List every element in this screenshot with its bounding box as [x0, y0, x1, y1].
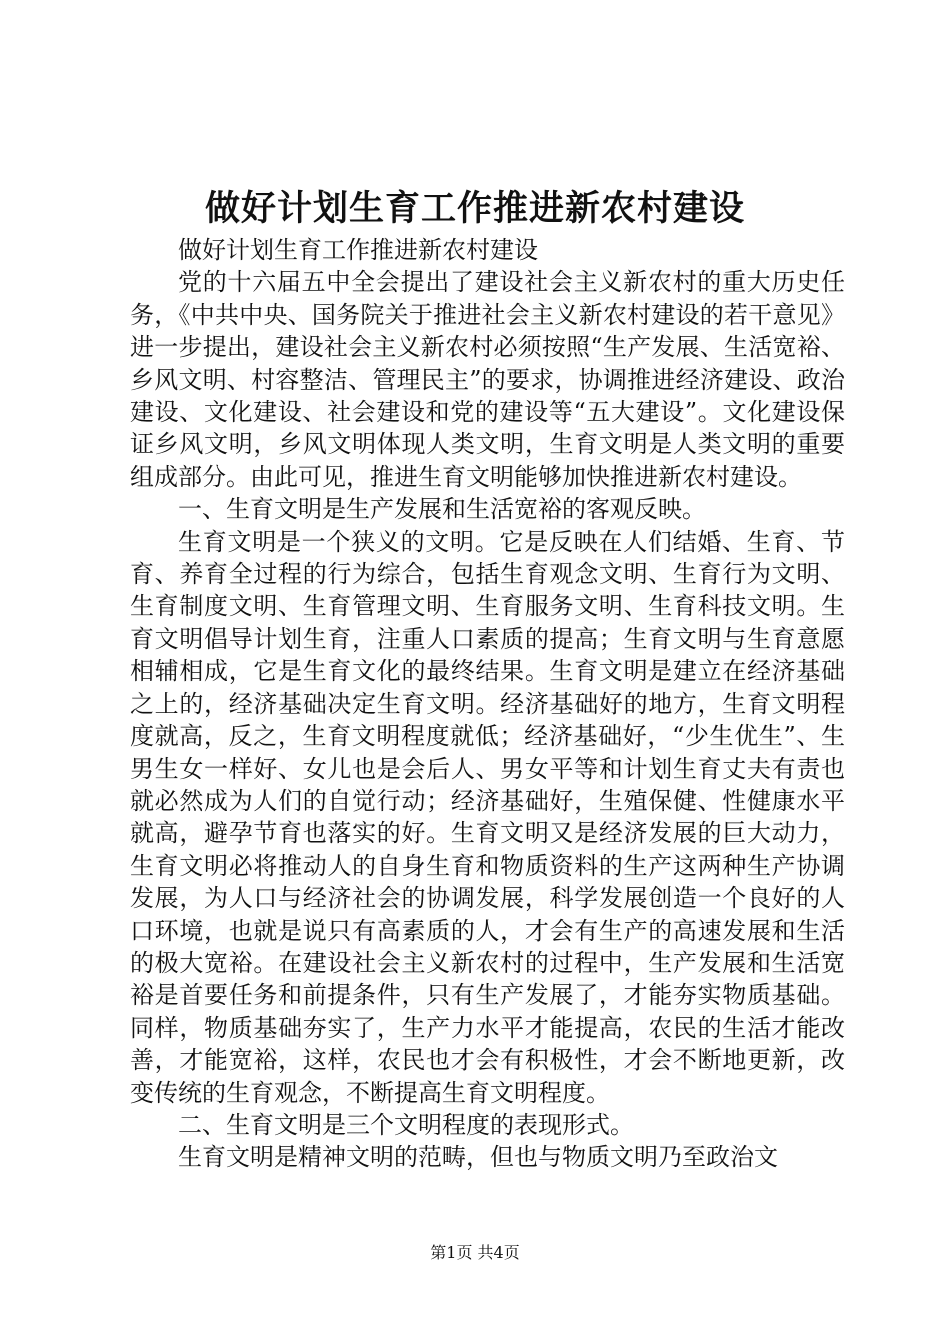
section-heading-2: 二、生育文明是三个文明程度的表现形式。 — [178, 1110, 634, 1139]
paragraph-intro: 党的十六届五中全会提出了建设社会主义新农村的重大历史任务，《中共中央、国务院关于推进社会主义新农村建设的若干意见》进一步提出，建设社会主义新农村必须按照“生产发展、生活宽裕、乡风文明、村容整洁、管理民主”的要求，协调推进经济建设、政治建设、文化建设、社会建设和党的建设等“五大建设”。文化建设保证乡风文明，乡风文明体现人类文明，生育文明是人类文明的重要组成部分。由此可见，推进生育文明能够加快推进新农村建设。 — [130, 268, 845, 491]
paragraph-section-1: 生育文明是一个狭义的文明。它是反映在人们结婚、生育、节育、养育全过程的行为综合，包括生育观念文明、生育行为文明、生育制度文明、生育管理文明、生育服务文明、生育科技文明。生育文明倡导计划生育，注重人口素质的提高；生育文明与生育意愿相辅相成，它是生育文化的最终结果。生育文明是建立在经济基础之上的，经济基础决定生育文明。经济基础好的地方，生育文明程度就高，反之，生育文明程度就低；经济基础好，“少生优生”、生男生女一样好、女儿也是会后人、男女平等和计划生育丈夫有责也就必然成为人们的自觉行动；经济基础好，生殖保健、性健康水平就高，避孕节育也落实的好。生育文明又是经济发展的巨大动力，生育文明必将推动人的自身生育和物质资料的生产这两种生产协调发展，为人口与经济社会的协调发展，科学发展创造一个良好的人口环境，也就是说只有高素质的人，才会有生产的高速发展和生活的极大宽裕。在建设社会主义新农村的过程中，生产发展和生活宽裕是首要任务和前提条件，只有生产发展了，才能夯实物质基础。同样，物质基础夯实了，生产力水平才能提高，农民的生活才能改善，才能宽裕，这样，农民也才会有积极性，才会不断地更新，改变传统的生育观念，不断提高生育文明程度。 — [130, 527, 845, 1107]
section-heading-1: 一、生育文明是生产发展和生活宽裕的客观反映。 — [178, 495, 706, 524]
page-footer: 第1页 共4页 — [430, 1243, 520, 1262]
paragraph-subtitle: 做好计划生育工作推进新农村建设 — [178, 236, 538, 264]
document-title: 做好计划生育工作推进新农村建设 — [204, 188, 745, 229]
paragraph-section-2: 生育文明是精神文明的范畴，但也与物质文明乃至政治文 — [178, 1143, 778, 1172]
document-body — [130, 234, 845, 1174]
